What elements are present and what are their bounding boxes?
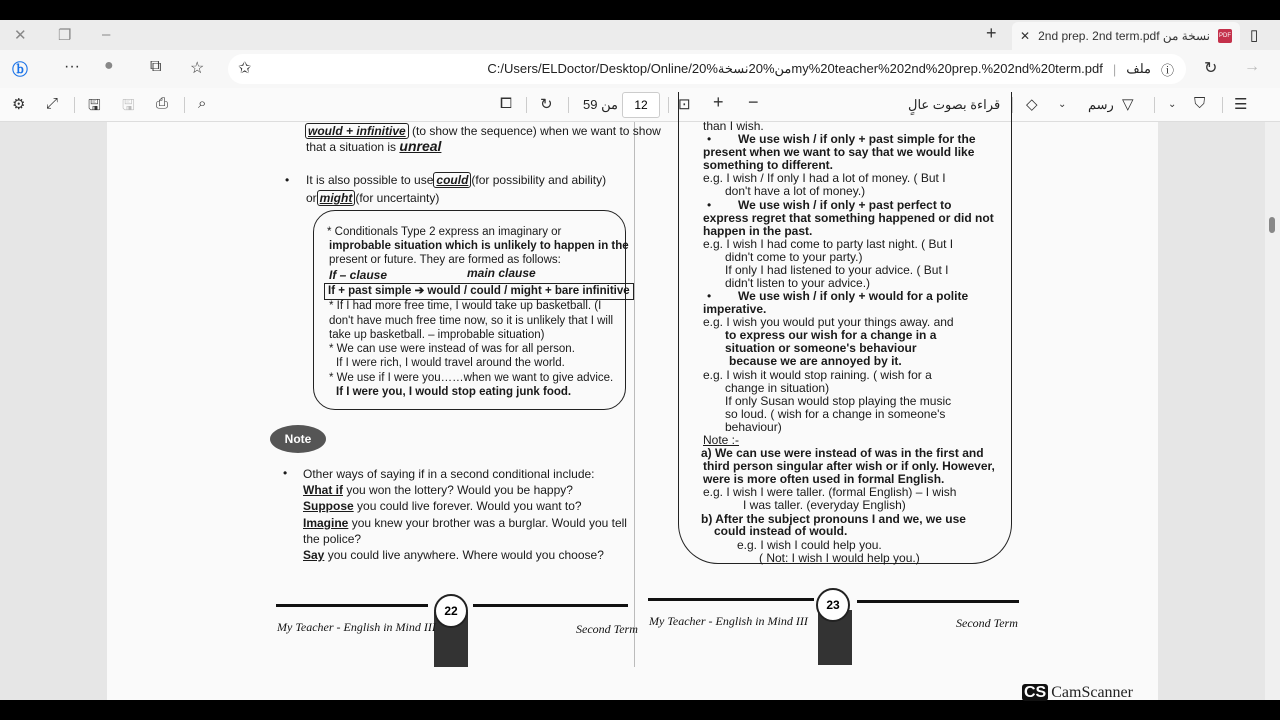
text-line: If only Susan would stop playing the music xyxy=(725,394,952,408)
text-line: present or future. They are formed as follows: xyxy=(329,254,561,266)
text-line: (for uncertainty) xyxy=(355,191,440,205)
text-line: a) We can use were instead of was in the first and xyxy=(701,446,984,460)
text-line: ( Not: I wish I would help you.) xyxy=(759,551,920,565)
text-line: It is also possible to use xyxy=(306,173,434,187)
text-line: improbable situation which is unlikely to happen in the xyxy=(329,240,629,252)
page-number: 23 xyxy=(816,588,850,622)
fit-page-icon[interactable]: ⊡ xyxy=(678,96,691,113)
camscanner-text: CamScanner xyxy=(1051,684,1133,701)
rotate-icon[interactable]: ↻ xyxy=(540,96,553,113)
pdf-page: would + infinitive (to show the sequence) when we want to show that a situation is unreal • It is also possible to use could (for possibility and ability) or might (for uncertainty) * Conditionals Type 2 express an imaginary or improbable situation which is unlikely to happen in the present or future. They are formed as follows: If – clause main clause If + past simple ➔ would / could / might + bare infinitive * If I had more free time, I would take up basketball. (I don't have much free time now, so it is unlikely that I will take up basketball. – improbable situation) * We can use were instead of was for all person. If I were rich, I would travel around the world. * We use if I were you……when we want to give advice. If I were you, I would stop eating junk food. Note • Other ways of saying if in a second conditional include: What if you won the lottery? Would you be happy? Suppose you could live forever. Would you want to? Imagine you knew your brother was a burglar. Would you tell the police? Say you could live anywhere. Where would you choose? 22 My Teacher - English in Mind III Second Term than I wish. We use wish / if only + past simple for the • present when we want to say that we would like something to different. e.g. I wish / If only I had a lot of money. ( But I don't have a lot of money.) We use wish / if only + past perfect to • express regret that something happened or did not happen in the past. e.g. I wish I had come to party last night. ( But I didn't come to your party.) If only I had listened to your advice. ( But I didn't listen to your advice.) We use wish / if only + would for a polite • imperative. e.g. I wish you would put your things away. and to express our wish for a change in a situation or someone's behaviour because we are annoyed by it. e.g. I wish it would stop raining. ( wish for a change in situation) If only Susan would stop playing the music so loud. ( wish for a change in someone's behaviour) Note :- a) We can use were instead of was in the first and third person singular after wish or if only. However, were is more often used in formal English. e.g. I wish I were taller. (formal English) – I wish I was taller. (everyday English) b) After the subject pronouns I and we, we use could instead of would. e.g. I wish I could help you. ( Not: I wish I would help you.) 23 My Teacher - English in Mind III Second Term xyxy=(107,122,1158,700)
pdf-viewer xyxy=(0,119,1265,700)
draw-button[interactable]: رسم xyxy=(1088,97,1114,112)
highlight-chevron-icon[interactable]: ⌄ xyxy=(1168,99,1177,110)
text-line: * We can use were instead of was for all person. xyxy=(329,343,575,355)
text-line: could instead of would. xyxy=(714,524,848,538)
page-number: 22 xyxy=(434,594,468,628)
new-tab-icon[interactable]: + xyxy=(986,23,997,43)
keyword: What if xyxy=(303,483,343,497)
more-icon[interactable]: ··· xyxy=(64,58,80,75)
contents-icon[interactable]: ☰ xyxy=(1234,96,1248,113)
chevron-down-icon[interactable]: ⌄ xyxy=(1058,99,1067,110)
formula: If + past simple ➔ would / could / might + bare infinitive xyxy=(324,283,634,300)
text-line: Other ways of saying if in a second conditional include: xyxy=(303,467,595,481)
close-window-icon[interactable]: ✕ xyxy=(14,27,27,44)
highlight-icon[interactable]: ⛉ xyxy=(1194,95,1206,112)
text-line: happen in the past. xyxy=(703,224,813,238)
text-line: you knew your brother was a burglar. Would you tell xyxy=(351,516,627,530)
text-line: Note :- xyxy=(703,433,740,447)
text-line: e.g. I wish I were taller. (formal English) – I wish xyxy=(703,485,957,499)
read-aloud-button[interactable]: قراءة بصوت عالٍ xyxy=(908,97,1001,112)
keyword: Suppose xyxy=(303,499,354,513)
text-line: e.g. I wish you would put your things away. and xyxy=(703,315,954,329)
bullet-icon: • xyxy=(707,289,712,303)
save-icon[interactable]: 🖫 xyxy=(122,97,135,114)
bullet-line: We use wish / if only + would for a polite xyxy=(738,289,969,303)
pdf-icon: PDF xyxy=(1218,29,1232,43)
text-line: something to different. xyxy=(703,158,833,172)
tab-actions-icon[interactable]: ▯ xyxy=(1250,27,1259,44)
text-line: or xyxy=(306,191,317,205)
footer-left: My Teacher - English in Mind III xyxy=(277,620,436,634)
forward-icon[interactable]: → xyxy=(1244,58,1260,75)
keyword: might xyxy=(317,190,356,206)
text-line: * We use if I were you……when we want to give advice. xyxy=(329,372,614,384)
page-count: من 59 xyxy=(583,97,618,112)
text-line: you won the lottery? Would you be happy? xyxy=(346,483,573,497)
favorites-icon[interactable]: ☆ xyxy=(190,60,205,77)
text-line: so loud. ( wish for a change in someone's xyxy=(725,407,946,421)
text-line: imperative. xyxy=(703,302,767,316)
text-line: that a situation is xyxy=(306,140,397,154)
page-view-icon[interactable]: ⧠ xyxy=(500,95,513,112)
profile-avatar-icon[interactable]: ● xyxy=(104,57,114,74)
search-icon[interactable]: ⌕ xyxy=(198,95,207,112)
camscanner-badge: CS xyxy=(1024,684,1047,701)
address-bar xyxy=(0,50,1280,88)
text-line: take up basketball. – improbable situation) xyxy=(329,329,545,341)
settings-icon[interactable]: ⚙ xyxy=(12,96,26,113)
camscanner-watermark xyxy=(1022,684,1133,702)
text-line: e.g. I wish I had come to party last night. ( But I xyxy=(703,237,954,251)
address-field[interactable]: C:/Users/ELDoctor/Desktop/Online/20%من%20نسخةmy%20teacher%202nd%20prep.%202nd%20term.pdf | ملف ⓘ xyxy=(228,54,1186,84)
text-line: than I wish. xyxy=(703,119,764,133)
footer-right: Second Term xyxy=(956,616,1018,630)
footer-left: My Teacher - English in Mind III xyxy=(649,614,808,628)
minimize-window-icon[interactable]: – xyxy=(102,26,111,43)
url-text: C:/Users/ELDoctor/Desktop/Online/20%من%20نسخةmy%20teacher%202nd%20prep.%202nd%20term.pdf xyxy=(487,61,1103,76)
text-line: If – clause xyxy=(329,268,388,282)
fullscreen-icon[interactable]: ⤢ xyxy=(46,95,59,112)
text-line: (for possibility and ability) xyxy=(471,173,607,187)
refresh-icon[interactable]: ↻ xyxy=(1204,60,1218,77)
pdf-toolbar xyxy=(0,88,1280,122)
save-as-icon[interactable]: 🖫 xyxy=(88,97,101,114)
bullet-line: We use wish / if only + past simple for the xyxy=(738,132,976,146)
note-cloud: Note xyxy=(270,425,326,453)
text-line: you could live forever. Would you want to? xyxy=(357,499,582,513)
text-line: e.g. I wish it would stop raining. ( wish for a xyxy=(703,368,932,382)
zoom-out-icon[interactable]: − xyxy=(748,92,759,112)
file-label: ملف xyxy=(1126,61,1151,76)
zoom-in-icon[interactable]: + xyxy=(713,92,724,112)
text-line: because we are annoyed by it. xyxy=(729,354,902,368)
text-line: If I were rich, I would travel around the world. xyxy=(336,357,565,369)
text-line: b) After the subject pronouns I and we, we use xyxy=(701,512,966,526)
text-line: If I were you, I would stop eating junk food. xyxy=(336,386,572,398)
text-line: don't have a lot of money.) xyxy=(725,184,866,198)
bullet-icon: • xyxy=(707,198,712,212)
text-line: main clause xyxy=(467,266,536,280)
footer-right: Second Term xyxy=(576,622,638,636)
page-number-input[interactable]: 12 xyxy=(622,92,660,118)
text-line: behaviour) xyxy=(725,420,782,434)
tab-title: نسخة من 2nd prep. 2nd term.pdf xyxy=(1038,29,1210,43)
keyword: would + infinitive xyxy=(305,123,409,139)
text-line: express regret that something happened or did not xyxy=(703,211,994,225)
bullet-icon: • xyxy=(707,132,712,146)
text-line: I was taller. (everyday English) xyxy=(743,498,906,512)
tab-strip xyxy=(0,20,1280,50)
text-line: don't have much free time now, so it is unlikely that I will xyxy=(329,315,614,327)
text-line: If only I had listened to your advice. ( But I xyxy=(725,263,949,277)
keyword: Say xyxy=(303,548,325,562)
keyword: could xyxy=(433,172,471,188)
text-line: were is more often used in formal English. xyxy=(703,472,945,486)
text-line: change in situation) xyxy=(725,381,830,395)
print-icon[interactable]: ⎙ xyxy=(156,95,169,112)
text-line: to express our wish for a change in a xyxy=(725,328,937,342)
text-line: * If I had more free time, I would take up basketball. (I xyxy=(329,300,602,312)
text-line: situation or someone's behaviour xyxy=(725,341,917,355)
scrollbar-thumb[interactable] xyxy=(1269,217,1275,233)
text-line: * Conditionals Type 2 express an imaginary or xyxy=(327,226,562,238)
info-icon[interactable]: ⓘ xyxy=(1160,62,1174,78)
text-line: didn't come to your party.) xyxy=(725,250,863,264)
keyword: Imagine xyxy=(303,516,349,530)
text-line: (to show the sequence) when we want to show xyxy=(412,124,661,138)
text-line: third person singular after wish or if only. However, xyxy=(703,459,995,473)
bullet-line: We use wish / if only + past perfect to xyxy=(738,198,952,212)
text-line: e.g. I wish / If only I had a lot of money. ( But I xyxy=(703,171,946,185)
draw-icon[interactable]: ▽ xyxy=(1122,96,1134,113)
erase-icon[interactable]: ◇ xyxy=(1026,96,1038,113)
add-favorite-icon[interactable]: ✩ xyxy=(238,60,252,77)
text-line: didn't listen to your advice.) xyxy=(725,276,871,290)
tab-active[interactable] xyxy=(1012,22,1240,50)
restore-window-icon[interactable]: ❐ xyxy=(58,27,72,44)
close-tab-icon[interactable]: ✕ xyxy=(1020,29,1031,43)
text-line: present when we want to say that we would like xyxy=(703,145,975,159)
keyword: unreal xyxy=(399,138,442,154)
collections-icon[interactable]: ⧉ xyxy=(150,58,162,75)
vertical-scrollbar[interactable] xyxy=(1265,122,1280,700)
copilot-icon[interactable]: ⓑ xyxy=(12,62,29,79)
text-line: the police? xyxy=(303,532,362,546)
text-line: e.g. I wish I could help you. xyxy=(737,538,882,552)
text-line: you could live anywhere. Where would you choose? xyxy=(327,548,604,562)
